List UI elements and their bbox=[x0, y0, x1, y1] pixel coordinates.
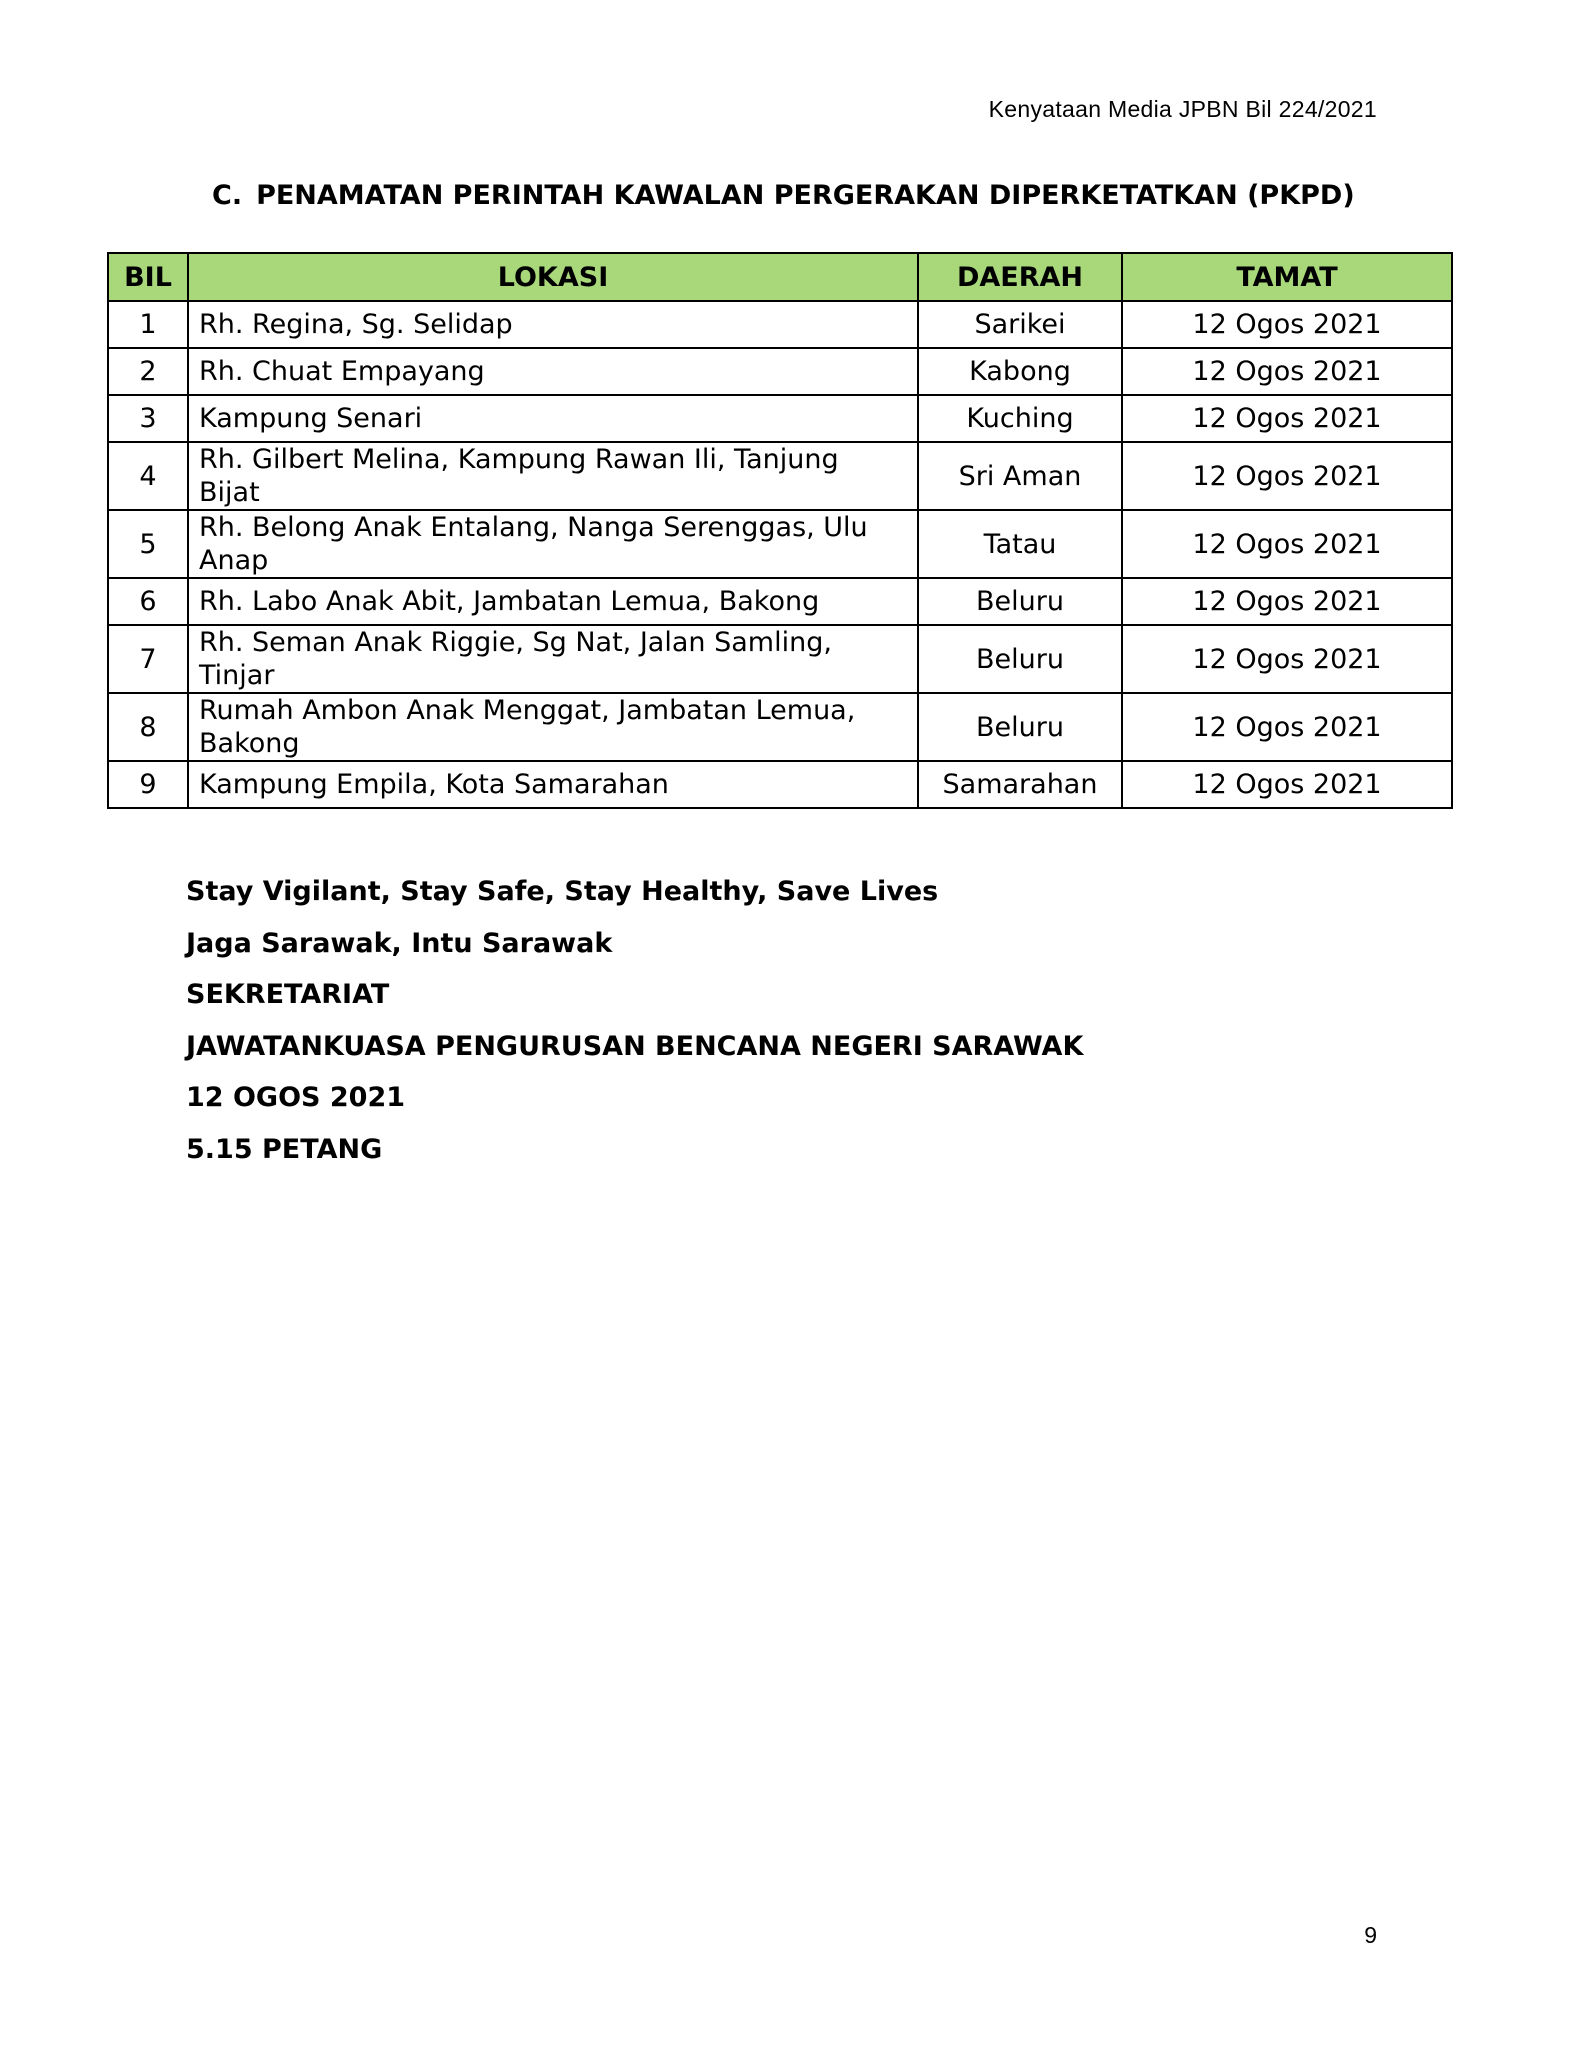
cell-daerah: Sarikei bbox=[918, 301, 1122, 348]
cell-daerah: Beluru bbox=[918, 693, 1122, 761]
closing-date: 12 OGOS 2021 bbox=[186, 1082, 406, 1113]
table-row bbox=[108, 578, 1452, 625]
cell-bil: 9 bbox=[108, 761, 188, 808]
table-header-row bbox=[108, 253, 1452, 301]
cell-tamat: 12 Ogos 2021 bbox=[1122, 510, 1452, 578]
cell-tamat: 12 Ogos 2021 bbox=[1122, 693, 1452, 761]
cell-bil: 8 bbox=[108, 693, 188, 761]
cell-daerah: Sri Aman bbox=[918, 442, 1122, 510]
cell-daerah: Kabong bbox=[918, 348, 1122, 395]
section-letter: C. bbox=[212, 180, 243, 211]
table-row bbox=[108, 442, 1452, 510]
cell-tamat: 12 Ogos 2021 bbox=[1122, 625, 1452, 693]
cell-bil: 7 bbox=[108, 625, 188, 693]
closing-block bbox=[186, 872, 1083, 1181]
pkpd-table bbox=[107, 252, 1453, 809]
cell-tamat: 12 Ogos 2021 bbox=[1122, 761, 1452, 808]
table-row bbox=[108, 510, 1452, 578]
closing-committee: JAWATANKUASA PENGURUSAN BENCANA NEGERI SARAWAK bbox=[186, 1030, 1084, 1062]
cell-lokasi: Rh. Belong Anak Entalang, Nanga Serenggas, Ulu Anap bbox=[188, 510, 918, 578]
cell-lokasi: Kampung Empila, Kota Samarahan bbox=[188, 761, 918, 808]
header-bil: BIL bbox=[108, 253, 188, 301]
page-number: 9 bbox=[1364, 1922, 1377, 1948]
cell-bil: 1 bbox=[108, 301, 188, 348]
section-title-text: PENAMATAN PERINTAH KAWALAN PERGERAKAN DIPERKETATKAN (PKPD) bbox=[256, 180, 1355, 211]
cell-lokasi: Rh. Seman Anak Riggie, Sg Nat, Jalan Samling, Tinjar bbox=[188, 625, 918, 693]
header-daerah: DAERAH bbox=[918, 253, 1122, 301]
cell-daerah: Beluru bbox=[918, 578, 1122, 625]
table-row bbox=[108, 348, 1452, 395]
header-lokasi: LOKASI bbox=[188, 253, 918, 301]
document-reference: Kenyataan Media JPBN Bil 224/2021 bbox=[988, 96, 1377, 122]
cell-bil: 6 bbox=[108, 578, 188, 625]
cell-lokasi: Rh. Chuat Empayang bbox=[188, 348, 918, 395]
section-title bbox=[212, 180, 1355, 211]
cell-lokasi: Kampung Senari bbox=[188, 395, 918, 442]
cell-bil: 2 bbox=[108, 348, 188, 395]
cell-bil: 3 bbox=[108, 395, 188, 442]
closing-slogan: Stay Vigilant, Stay Safe, Stay Healthy, Save Lives bbox=[186, 876, 939, 907]
table-row bbox=[108, 693, 1452, 761]
cell-lokasi: Rumah Ambon Anak Menggat, Jambatan Lemua, Bakong bbox=[188, 693, 918, 761]
cell-lokasi: Rh. Gilbert Melina, Kampung Rawan Ili, Tanjung Bijat bbox=[188, 442, 918, 510]
cell-tamat: 12 Ogos 2021 bbox=[1122, 348, 1452, 395]
table-row bbox=[108, 625, 1452, 693]
cell-bil: 5 bbox=[108, 510, 188, 578]
cell-daerah: Kuching bbox=[918, 395, 1122, 442]
header-tamat: TAMAT bbox=[1122, 253, 1452, 301]
cell-tamat: 12 Ogos 2021 bbox=[1122, 442, 1452, 510]
cell-daerah: Beluru bbox=[918, 625, 1122, 693]
cell-tamat: 12 Ogos 2021 bbox=[1122, 578, 1452, 625]
closing-motto: Jaga Sarawak, Intu Sarawak bbox=[186, 927, 613, 959]
table-row bbox=[108, 761, 1452, 808]
cell-daerah: Samarahan bbox=[918, 761, 1122, 808]
closing-office: SEKRETARIAT bbox=[186, 979, 390, 1010]
table-row bbox=[108, 301, 1452, 348]
cell-lokasi: Rh. Regina, Sg. Selidap bbox=[188, 301, 918, 348]
cell-lokasi: Rh. Labo Anak Abit, Jambatan Lemua, Bakong bbox=[188, 578, 918, 625]
cell-bil: 4 bbox=[108, 442, 188, 510]
cell-tamat: 12 Ogos 2021 bbox=[1122, 301, 1452, 348]
cell-tamat: 12 Ogos 2021 bbox=[1122, 395, 1452, 442]
cell-daerah: Tatau bbox=[918, 510, 1122, 578]
table-row bbox=[108, 395, 1452, 442]
closing-time: 5.15 PETANG bbox=[186, 1133, 383, 1165]
